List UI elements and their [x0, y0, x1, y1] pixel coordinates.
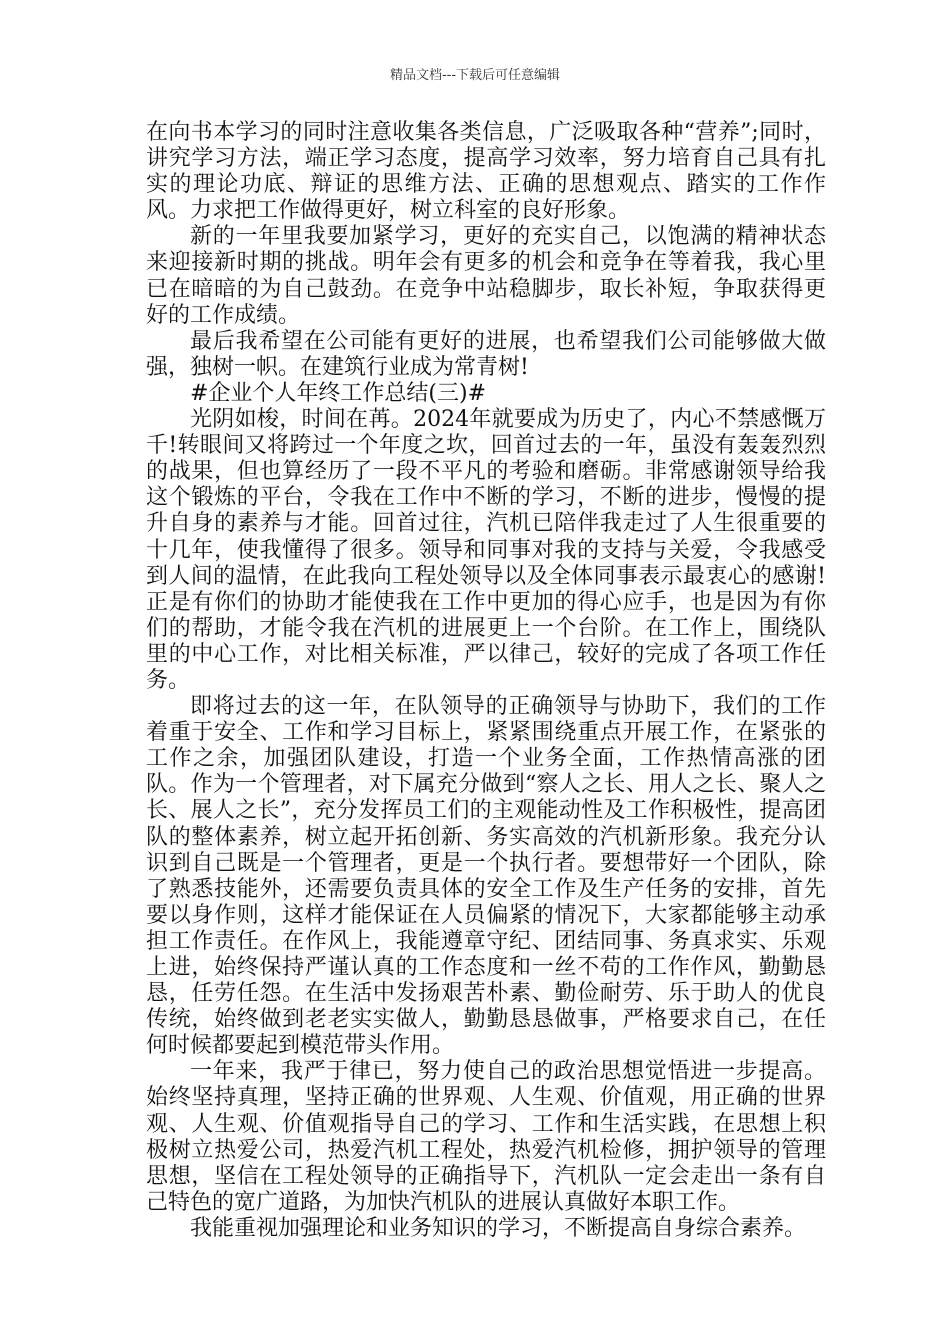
paragraph-4: 光阴如梭，时间在苒。2024年就要成为历史了，内心不禁感慨万千!转眼间又将跨过一个年度之坎，回首过去的一年，虽没有轰轰烈烈的战果，但也算经历了一段不平凡的考验和磨砺。非常感谢领导给我这个锻炼的平台，令我在工作中不断的学习，不断的进步，慢慢的提升自身的素养与才能。回首过往，汽机已陪伴我走过了人生很重要的十几年，使我懂得了很多。领导和同事对我的支持与关爱，令我感受到人间的温情，在此我向工程处领导以及全体同事表示最衷心的感谢!正是有你们的协助才能使我在工作中更加的得心应手，也是因为有你们的帮助，才能令我在汽机的进展更上一个台阶。在工作上，围绕队里的中心工作，对比相关标准，严以律己，较好的完成了各项工作任务。 [146, 407, 826, 693]
document-body [146, 120, 826, 1242]
paragraph-5: 即将过去的这一年，在队领导的正确领导与协助下，我们的工作着重于安全、工作和学习目标上，紧紧围绕重点开展工作，在紧张的工作之余，加强团队建设，打造一个业务全面，工作热情高涨的团队。作为一个管理者，对下属充分做到“察人之长、用人之长、聚人之长、展人之长”，充分发挥员工们的主观能动性及工作积极性，提高团队的整体素养，树立起开拓创新、务实高效的汽机新形象。我充分认识到自己既是一个管理者，更是一个执行者。要想带好一个团队，除了熟悉技能外，还需要负责具体的安全工作及生产任务的安排，首先要以身作则，这样才能保证在人员偏紧的情况下，大家都能够主动承担工作责任。在作风上，我能遵章守纪、团结同事、务真求实、乐观上进，始终保持严谨认真的工作态度和一丝不苟的工作作风，勤勤恳恳，任劳任怨。在生活中发扬艰苦朴素、勤俭耐劳、乐于助人的优良传统，始终做到老老实实做人，勤勤恳恳做事，严格要求自己，在任何时候都要起到模范带头作用。 [146, 694, 826, 1059]
paragraph-2: 新的一年里我要加紧学习，更好的充实自己，以饱满的精神状态来迎接新时期的挑战。明年会有更多的机会和竞争在等着我，我心里已在暗暗的为自己鼓劲。在竞争中站稳脚步，取长补短，争取获得更好的工作成绩。 [146, 224, 826, 328]
section-heading: #企业个人年终工作总结(三)# [190, 380, 487, 406]
paragraph-6: 一年来，我严于律已，努力使自己的政治思想觉悟进一步提高。始终坚持真理，坚持正确的世界观、人生观、价值观，用正确的世界观、人生观、价值观指导自己的学习、工作和生活实践，在思想上积极树立热爱公司，热爱汽机工程处，热爱汽机检修，拥护领导的管理思想，坚信在工程处领导的正确指导下，汽机队一定会走出一条有自己特色的宽广道路，为加快汽机队的进展认真做好本职工作。 [146, 1059, 826, 1215]
paragraph-1: 在向书本学习的同时注意收集各类信息，广泛吸取各种“营养”;同时，讲究学习方法，端正学习态度，提高学习效率，努力培育自己具有扎实的理论功底、辩证的思维方法、正确的思想观点、踏实的工作作风。力求把工作做得更好，树立科室的良好形象。 [146, 120, 826, 224]
paragraph-7: 我能重视加强理论和业务知识的学习，不断提高自身综合素养。 [190, 1215, 807, 1241]
paragraph-3: 最后我希望在公司能有更好的进展，也希望我们公司能够做大做强，独树一帜。在建筑行业成为常青树! [146, 328, 826, 380]
page-header: 精品文档---下载后可任意编辑 [389, 68, 561, 83]
